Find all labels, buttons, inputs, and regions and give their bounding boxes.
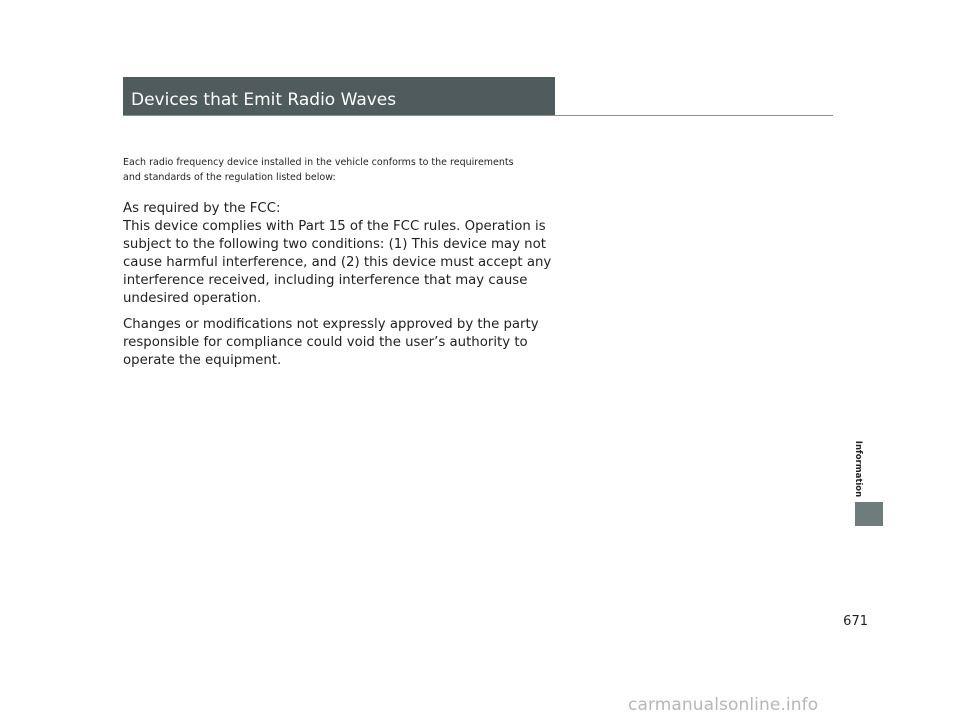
watermark: carmanualsonline.info (628, 695, 819, 715)
fcc-line: subject to the following two conditions: (1) This device may not (123, 237, 546, 252)
section-thumb-tab (855, 502, 883, 526)
fcc-paragraph (123, 218, 553, 308)
intro-line: and standards of the regulation listed below: (123, 172, 336, 183)
fcc-heading: As required by the FCC: (123, 201, 281, 216)
modifications-line: responsible for compliance could void the user’s authority to (123, 335, 528, 350)
modifications-paragraph (123, 316, 553, 370)
fcc-line: This device complies with Part 15 of the FCC rules. Operation is (123, 219, 546, 234)
intro-paragraph (123, 155, 563, 185)
section-title: Devices that Emit Radio Waves (131, 90, 397, 110)
side-section-label-text: Information (853, 440, 863, 498)
fcc-line: undesired operation. (123, 291, 262, 306)
intro-line: Each radio frequency device installed in the vehicle conforms to the requirements (123, 157, 514, 168)
page-number: 671 (843, 614, 868, 629)
fcc-line: interference received, including interference that may cause (123, 273, 528, 288)
header-divider (123, 115, 833, 116)
modifications-line: operate the equipment. (123, 353, 282, 368)
fcc-line: cause harmful interference, and (2) this device must accept any (123, 255, 552, 270)
side-section-label (851, 442, 865, 496)
modifications-line: Changes or modifications not expressly approved by the party (123, 317, 539, 332)
